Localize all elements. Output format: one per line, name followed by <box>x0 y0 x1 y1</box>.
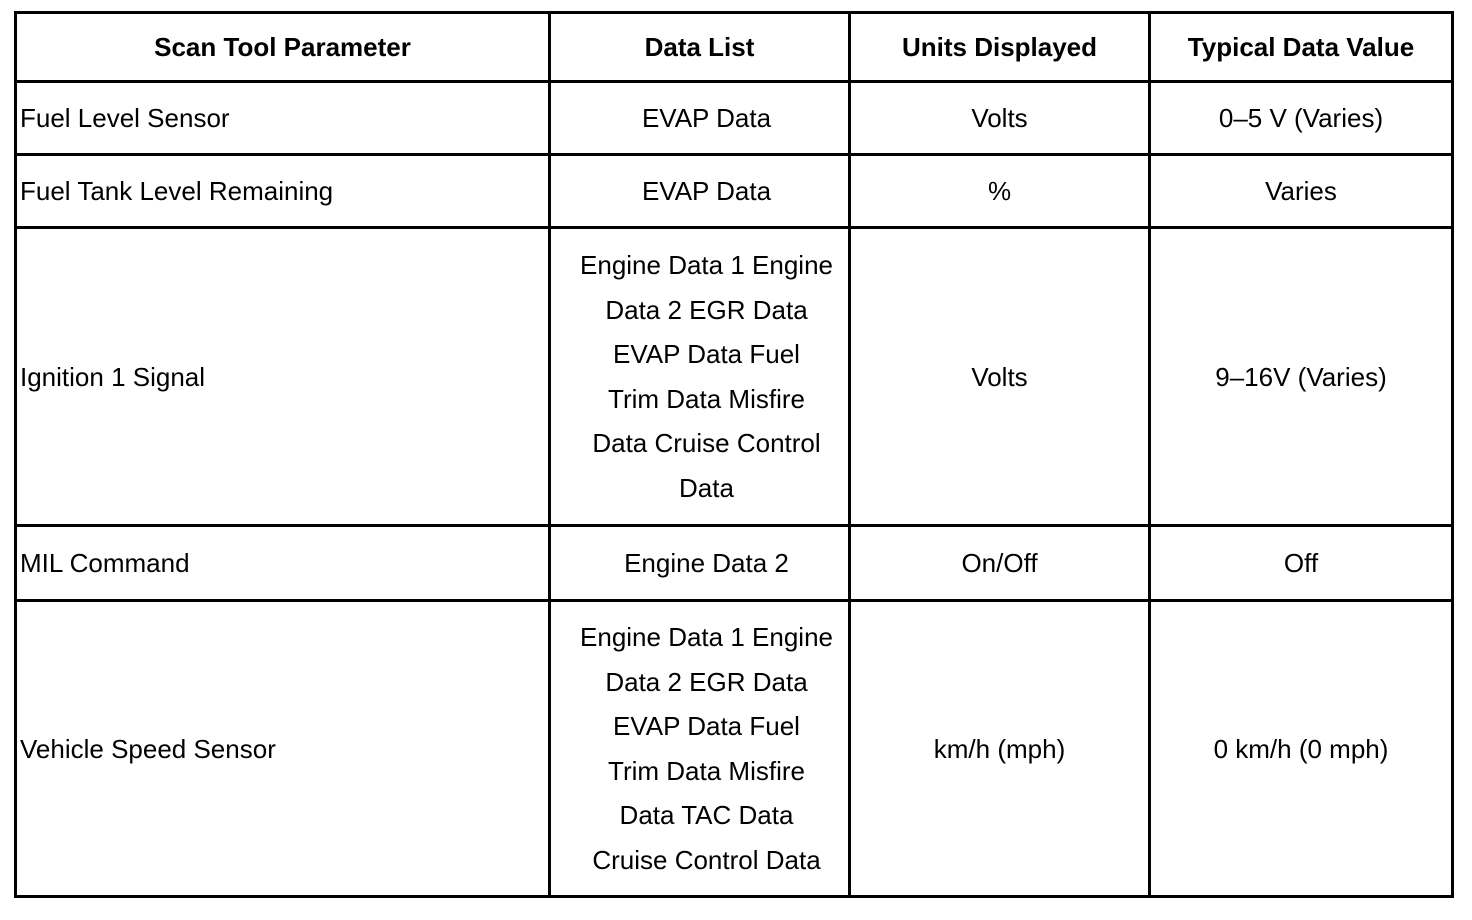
cell-typical-value: 9–16V (Varies) <box>1150 228 1453 526</box>
cell-typical-value: Varies <box>1150 155 1453 228</box>
data-list-text: Engine Data 1 Engine Data 2 EGR Data EVAP Data Fuel Trim Data Misfire Data TAC Data Cruise Control Data <box>580 622 833 875</box>
data-list-text: Engine Data 1 Engine Data 2 EGR Data EVAP Data Fuel Trim Data Misfire Data Cruise Control Data <box>580 250 833 503</box>
cell-parameter: Fuel Tank Level Remaining <box>16 155 550 228</box>
cell-parameter: Ignition 1 Signal <box>16 228 550 526</box>
data-list-text: EVAP Data <box>641 102 772 133</box>
data-list-text: EVAP Data <box>641 175 772 206</box>
cell-parameter: Vehicle Speed Sensor <box>16 601 550 897</box>
table-row <box>16 228 1453 526</box>
cell-typical-value: 0–5 V (Varies) <box>1150 82 1453 155</box>
data-list-text: Engine Data 2 <box>624 547 789 578</box>
table-row <box>16 601 1453 897</box>
table-row <box>16 82 1453 155</box>
cell-parameter: MIL Command <box>16 526 550 601</box>
cell-units: % <box>850 155 1150 228</box>
table-header-row <box>16 13 1453 82</box>
scan-tool-data-table <box>14 11 1454 898</box>
cell-data-list <box>550 526 850 601</box>
header-scan-tool-parameter: Scan Tool Parameter <box>16 13 550 82</box>
cell-units: Volts <box>850 228 1150 526</box>
header-typical-data-value: Typical Data Value <box>1150 13 1453 82</box>
table-row <box>16 155 1453 228</box>
cell-data-list <box>550 155 850 228</box>
cell-data-list <box>550 228 850 526</box>
cell-units: On/Off <box>850 526 1150 601</box>
cell-data-list <box>550 601 850 897</box>
header-units-displayed: Units Displayed <box>850 13 1150 82</box>
cell-data-list <box>550 82 850 155</box>
table-row <box>16 526 1453 601</box>
cell-typical-value: 0 km/h (0 mph) <box>1150 601 1453 897</box>
cell-units: km/h (mph) <box>850 601 1150 897</box>
cell-parameter: Fuel Level Sensor <box>16 82 550 155</box>
header-data-list: Data List <box>550 13 850 82</box>
cell-typical-value: Off <box>1150 526 1453 601</box>
cell-units: Volts <box>850 82 1150 155</box>
scan-tool-data-table-container <box>14 11 1451 898</box>
